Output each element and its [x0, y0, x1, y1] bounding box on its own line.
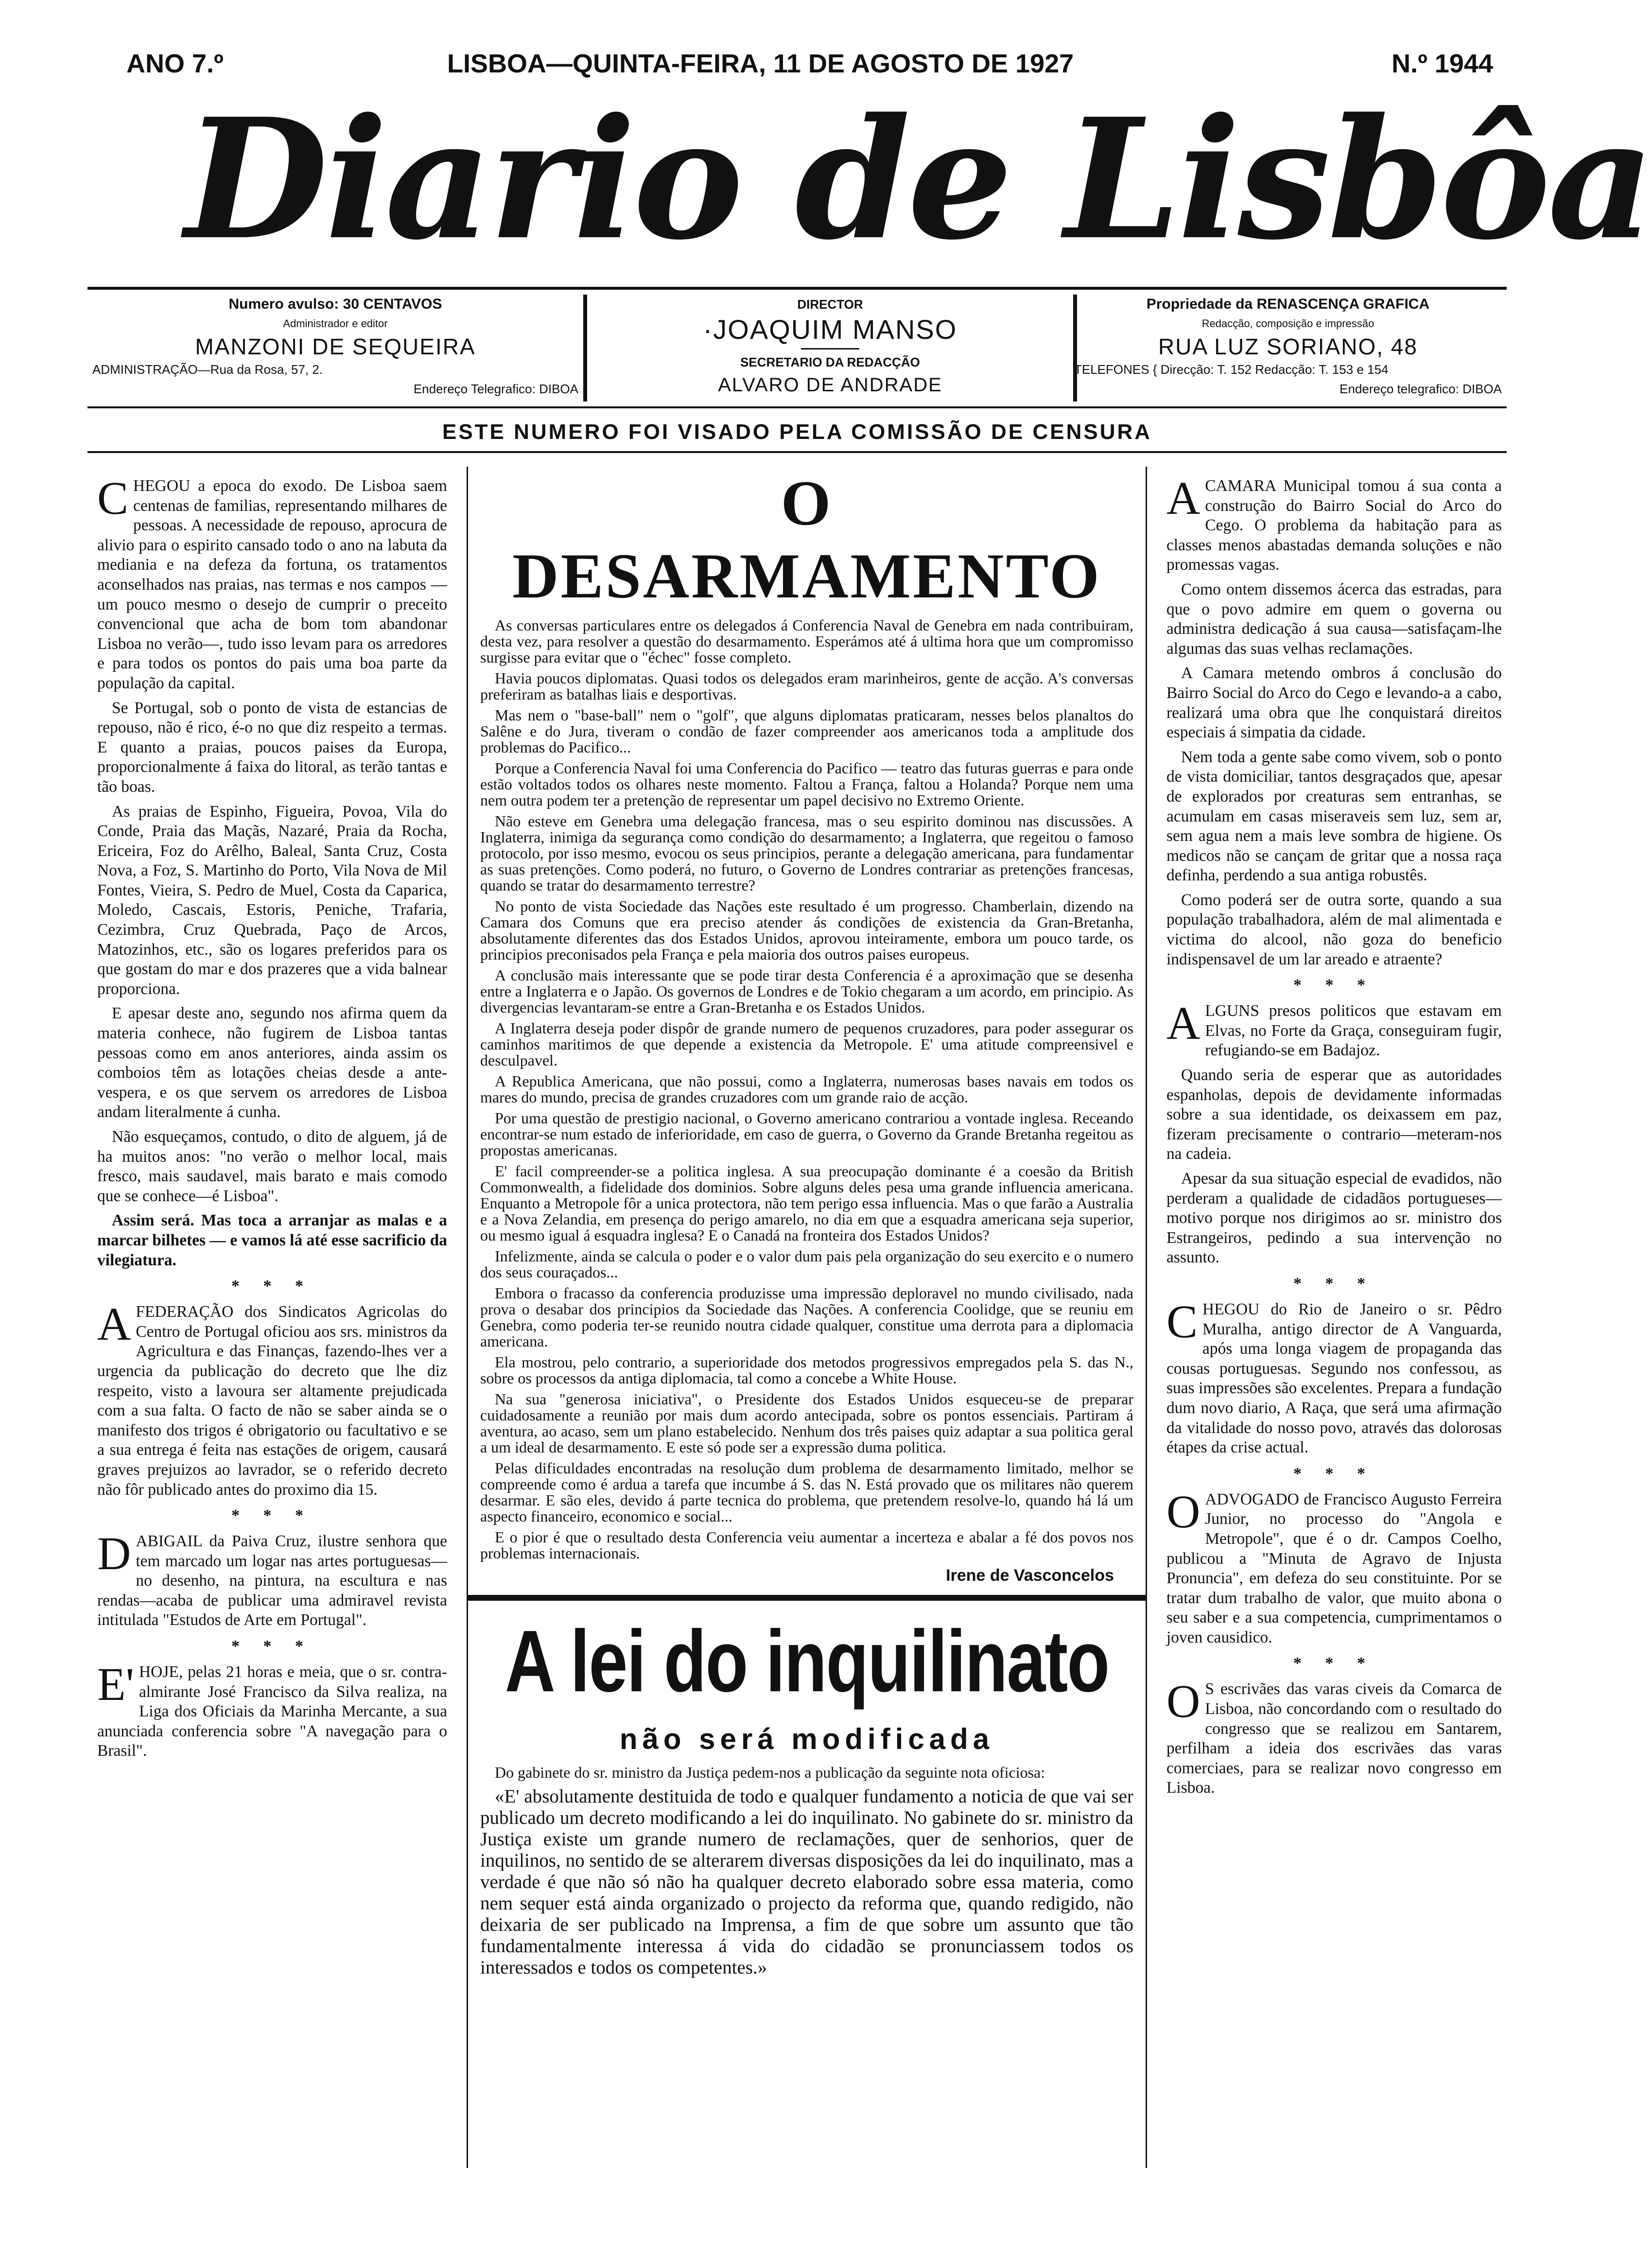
article-paragraph: Se Portugal, sob o ponto de vista de estancias de repouso, não é rico, é-o no que diz respeito a termas. E quanto a praias, poucos paises da Europa, proporcionalmente á faixa do litoral, as terão tantas e tão boas.	[97, 699, 447, 796]
section-rule	[468, 1595, 1146, 1601]
article-paragraph: As praias de Espinho, Figueira, Povoa, Vila do Conde, Praia das Maçãs, Nazaré, Praia da Rocha, Ericeira, Foz do Arêlho, Baleal, Santa Cruz, Costa Nova, a Foz, S. Martinho do Porto, Vila Nova de Mil Fontes, Vieira, S. Pedro de Muel, Costa da Caparica, Moledo, Cascais, Estoris, Peniche, Trafaria, Cezimbra, Cruz Quebrada, Paço de Arcos, Matozinhos, etc., são os logares preferidos para os que gostam do mar e dos prazeres que a vida balnear proporciona.	[97, 802, 447, 998]
street-address: RUA LUZ SORIANO, 48	[1158, 334, 1418, 359]
desarmamento-paragraph: A Inglaterra deseja poder dispôr de grande numero de pequenos cruzadores, para poder assegurar os caminhos maritimos de que depende a existencia da Metropole. E' uma atitude compreensivel e desculpavel.	[480, 1019, 1133, 1069]
left-column	[97, 472, 447, 2168]
desarmamento-body	[480, 617, 1133, 1561]
article-federacao: AFEDERAÇÃO dos Sindicatos Agricolas do Centro de Portugal oficiou aos srs. ministros da Agricultura e das Finanças, fazendo-lhes ver a urgencia da publicação do decreto que lhe diz respeito, visto a lavoura ser altamente prejudicada com a sua falta. O facto de não se saber ainda se o manifesto dos trigos é obrigatorio ou facultativo e se a sua entrega é feita nas estações de origem, causará graves prejuizos ao lavrador, se o referido decreto não fôr publicado antes do proximo dia 15.	[97, 1298, 447, 1499]
desarmamento-paragraph: Ela mostrou, pelo contrario, a superioridade dos metodos progressivos empregados pela S. das N., sobre os processos da antiga diplomacia, tal como a concebe a White House.	[480, 1353, 1133, 1387]
article-paragraph: A Camara metendo ombros á conclusão do Bairro Social do Arco do Cego e levando-a a cabo, realizará uma obra que lhe conquistará direitos especiais á simpatia da cidade.	[1166, 664, 1502, 742]
info-bar	[87, 287, 1507, 408]
inquilinato-body: «E' absolutamente destituida de todo e qualquer fundamento a noticia de que vai ser publicado um decreto modificando a lei do inquilinato. No gabinete do sr. ministro da Justiça existe um grande numero de reclamações, quer de senhorios, quer de inquilinos, no sentido de se alterarem diversas disposições da lei do inquilinato, mas a verdade é que não só não ha qualquer decreto elaborado sobre essa materia, como nem sequer está ainda organizado o projecto da reforma que, quando redigido, não deixaria de ser publicado na Imprensa, a fim de que sobre um assunto que tão fundamentalmente interessa á vida do cidadão se pronunciassem todos os interessados e todos os competentes.»	[480, 1786, 1133, 1978]
separator-stars: * * *	[1293, 1274, 1375, 1293]
ownership: Propriedade da RENASCENÇA GRAFICA	[1146, 296, 1430, 312]
separator-stars: * * *	[1293, 976, 1375, 995]
article-paragraph: E apesar deste ano, segundo nos afirma quem da materia conhece, não fugirem de Lisboa tantas pessoas como em anos anteriores, ainda assim os comboios têm as lotações cheias desde a ante-vespera, e os que servem os arredores de Lisboa andam literalmente á cunha.	[97, 1004, 447, 1121]
article-advogado: OADVOGADO de Francisco Augusto Ferreira Junior, no processo do "Angola e Metropole", que é o dr. Campos Coelho, publicou a "Minuta de Agravo de Injusta Pronuncia", em defeza do seu constituinte. Por se tratar dum trabalho de valor, que muito abona o seu saber e a sua competencia, cumprimentamos o joven causidico.	[1166, 1485, 1502, 1646]
article-paragraph: Assim será. Mas toca a arranjar as malas e a marcar bilhetes — e vamos lá até esse sacrificio da vilegiatura.	[97, 1211, 447, 1269]
desarmamento-paragraph: Embora o fracasso da conferencia produzisse uma impressão deploravel no mundo civilisado, nada prova o desabar dos principios da Sociedade das Nações. A conferencia Coolidge, que se reuniu em Genebra, como poderia ter-se reunido noutra cidade qualquer, constitue uma derrota para a diplomacia americana.	[480, 1284, 1133, 1350]
desarmamento-paragraph: Por uma questão de prestigio nacional, o Governo americano contrariou a vontade inglesa. Receando encontrar-se num estado de inferioridade, em caso de guerra, o Governo da Grande Bretanha regeitou as propostas americanas.	[480, 1109, 1133, 1159]
desarmamento-paragraph: No ponto de vista Sociedade das Nações este resultado é um progresso. Chamberlain, dizendo na Camara dos Comuns que era preciso atender ás condições de existencia da Gran-Bretanha, absolutamente diferentes das dos Estados Unidos, aprovou inteiramente, embora um pouco tarde, os principios preconisados pela França e pela maioria dos outros paises europeus.	[480, 897, 1133, 963]
desarmamento-paragraph: Infelizmente, ainda se calcula o poder e o valor dum pais pela organização do seu exercito e o numero dos seus couraçados...	[480, 1247, 1133, 1281]
separator-stars: * * *	[1293, 1464, 1375, 1483]
desarmamento-paragraph: Mas nem o "base-ball" nem o "golf", que alguns diplomatas praticaram, nesses belos planaltos do Salêne e do Jura, tiveram o condão de fazer compreender aos americanos toda a amplitude dos problemas do Pacifico...	[480, 706, 1133, 756]
article-paragraph: Quando seria de esperar que as autoridades espanholas, depois de devidamente informadas sobre a sua identidade, os deixassem em paz, fizeram precisamente o contrario—meteram-nos na cadeia.	[1166, 1066, 1502, 1163]
issue-number: N.º 1944	[1391, 49, 1493, 78]
desarmamento-paragraph: As conversas particulares entre os delegados á Conferencia Naval de Genebra em nada contribuiram, desta vez, para resolver a questão do desarmamento. Esperámos até á ultima hora que um compromisso surgisse para evitar que o "échec" fosse completo.	[480, 616, 1133, 666]
separator-stars: * * *	[231, 1637, 313, 1656]
director-label: DIRECTOR	[797, 297, 863, 312]
inquilinato-intro: Do gabinete do sr. ministro da Justiça pedem-nos a publicação da seguinte nota oficiosa:	[495, 1764, 1045, 1781]
article-paragraph: Nem toda a gente sabe como vivem, sob o ponto de vista domiciliar, tantos desgraçados que, apesar de explorados por creaturas sem entranhas, se acumulam em casas miseraveis sem luz, sem ar, sem agua nem a mais leve sombra de higiene. Os medicos não se cançam de gritar que a nossa raça definha, perdendo a sua antiga robustês.	[1166, 748, 1502, 885]
article-paragraph: Como poderá ser de outra sorte, quando a sua população trabalhadora, além de mal alimentada e victima do alcool, não goza do beneficio indispensavel de um lar areado e atraente?	[1166, 891, 1502, 968]
info-center	[583, 295, 1077, 402]
desarmamento-paragraph: A Republica Americana, que não possui, como a Inglaterra, numerosas bases navais em todos os mares do mundo, precisa de grandes cruzadores com um grande raio de acção.	[480, 1072, 1133, 1106]
censorship-notice: ESTE NUMERO FOI VISADO PELA COMISSÃO DE CENSURA	[442, 420, 1152, 444]
dateline: LISBOA—QUINTA-FEIRA, 11 DE AGOSTO DE 1927	[447, 49, 1074, 78]
desarmamento-paragraph: Não esteve em Genebra uma delegação francesa, mas o seu espirito dominou nas discussões. A Inglaterra, inimiga da segurança como condição do desarmamento; a Inglaterra, que regeitou o famoso protocolo, por isso mesmo, evocou os seus principios, perante a delegação americana, para fundamentar as suas pretenções. Como poderá, no futuro, o Governo de Londres contrariar as pretenções francesas, quando se tratar do desarmamento terrestre?	[480, 812, 1133, 894]
separator-stars: * * *	[1293, 1654, 1375, 1673]
center-column	[467, 467, 1147, 2168]
desarmamento-paragraph: Pelas dificuldades encontradas na resolução dum problema de desarmamento limitado, melhor se compreende como é ardua a tarefa que incumbe á S. das N. Está provado que os militares não querem desarmar. E são eles, devido á parte tecnica do problema, que pretendem resolve-lo, quando há lá um aspecto financeiro, economico e social...	[480, 1459, 1133, 1525]
desarmamento-paragraph: E o pior é que o resultado desta Conferencia veiu aumentar a incerteza e abalar a fé dos povos nos problemas internacionais.	[480, 1528, 1133, 1562]
article-muralha: CHEGOU do Rio de Janeiro o sr. Pêdro Muralha, antigo director de A Vanguarda, após uma longa viagem de propaganda das cousas portuguesas. Segundo nos confessou, as suas impressões são excelentes. Prepara a fundação dum novo diario, A Raça, que será uma afirmação da vitalidade do nosso povo, através das dolorosas étapes da crise actual.	[1166, 1295, 1502, 1457]
director-name: ·JOAQUIM MANSO	[703, 314, 957, 345]
masthead-logo: Diario de Lisbôa	[185, 83, 1652, 277]
desarmamento-paragraph: Na sua "generosa iniciativa", o Presidente dos Estados Unidos esqueceu-se de preparar cuidadosamente a reunião por mais dum acordo antecipada, sobre os pontos essenciais. Partiram á aventura, ao acaso, sem um plano estabelecido. Nenhum dos três paises quiz adaptar a sua politica geral a um ideal de desarmamento. E este só pode ser a expressão duma politica.	[480, 1390, 1133, 1456]
drop-cap: A	[97, 1298, 131, 1350]
article-abigail: DABIGAIL da Paiva Cruz, ilustre senhora que tem marcado um logar nas artes portuguesas—no desenho, na pintura, na escultura e nas rendas—acaba de publicar uma admiravel revista intitulada "Estudos de Arte em Portugal".	[97, 1527, 447, 1629]
redaction-label: Redacção, composição e impressão	[1201, 317, 1374, 330]
desarmamento-paragraph: Porque a Conferencia Naval foi uma Conferencia do Pacifico — teatro das futuras guerras e para onde estão voltados todos os olhares neste momento. Faltou a França, faltou a Holanda? Porque nem uma nem outra podem ter a pretenção de representar um papel decisivo no Extremo Oriente.	[480, 759, 1133, 809]
right-column	[1166, 472, 1502, 2168]
drop-cap: C	[1166, 1295, 1198, 1347]
top-line	[126, 49, 1493, 87]
drop-cap: A	[1166, 472, 1200, 524]
article-exodo: CHEGOU a epoca do exodo. De Lisboa saem centenas de familias, representando milhares de pessoas. A necessidade de repouso, aprocura de alivio para o espirito cansado todo o ano na labuta da mediania e na defeza da fortuna, os tratamentos aconselhados nas praias, nas termas e nos campos — um pouco mesmo o desejo de cumprir o preceito convencional que acha de bom tom abandonar Lisboa no verão—, tudo isso levam para os arredores e para todos os pontos do pais uma boa parte da população da capital.	[97, 472, 447, 692]
info-left	[92, 295, 578, 402]
drop-cap: D	[97, 1527, 131, 1580]
administrator-name: MANZONI DE SEQUEIRA	[195, 334, 476, 359]
headline-desarmamento: O DESARMAMENTO	[512, 467, 1101, 612]
telegraphic-address: Endereço Telegrafico: DIBOA	[413, 382, 578, 396]
drop-cap: E'	[97, 1658, 134, 1711]
article-conferencia: E' HOJE, pelas 21 horas e meia, que o sr. contra-almirante José Francisco da Silva realiza, na Liga dos Oficiais da Marinha Mercante, a sua anunciada conferencia sobre "A navegação para o Brasil".	[97, 1658, 447, 1760]
info-right	[1074, 295, 1502, 402]
headline-inquilinato: A lei do inquilinato	[504, 1612, 1109, 1710]
telephones: TELEFONES { Direcção: T. 152 Redacção: T. 153 e 154	[1074, 362, 1389, 377]
telegraphic-address-right: Endereço telegrafico: DIBOA	[1339, 382, 1502, 396]
byline: Irene de Vasconcelos	[946, 1566, 1114, 1585]
drop-cap: C	[97, 472, 129, 524]
separator-stars: * * *	[231, 1277, 313, 1295]
subheadline-inquilinato: não será modificada	[619, 1723, 994, 1755]
administration-address: ADMINISTRAÇÃO—Rua da Rosa, 57, 2.	[92, 362, 323, 377]
article-presos: ALGUNS presos politicos que estavam em Elvas, no Forte da Graça, conseguiram fugir, refugiando-se em Badajoz.	[1166, 997, 1502, 1060]
desarmamento-paragraph: Havia poucos diplomatas. Quasi todos os delegados eram marinheiros, gente de acção. A's conversas preferiram as batalhas liais e desportivas.	[480, 669, 1133, 703]
drop-cap: A	[1166, 997, 1200, 1049]
article-paragraph: Apesar da sua situação especial de evadidos, não perderam a qualidade de cidadãos portugueses—motivo porque nos dirigimos ao sr. ministro dos Estrangeiros, pedindo a sua intervenção no assunto.	[1166, 1170, 1502, 1267]
drop-cap: O	[1166, 1675, 1200, 1728]
desarmamento-paragraph: A conclusão mais interessante que se pode tirar desta Conferencia é a aproximação que se desenha entre a Inglaterra e o Japão. Os governos de Londres e de Tokio chegaram a um acordo, em principio. As divergencias levantaram-se entre a Gran-Bretanha e os Estados Unidos.	[480, 966, 1133, 1016]
article-escrivaes: O S escrivães das varas civeis da Comarca de Lisboa, não concordando com o resultado do congresso que se realizou em Santarem, perfilham a ideia dos escrivães das varas comerciaes, para se realizar novo congresso em Lisboa.	[1166, 1675, 1502, 1797]
divider	[801, 348, 859, 350]
article-paragraph: Não esqueçamos, contudo, o dito de alguem, já de ha muitos anos: "no verão o melhor local, mais fresco, mais saudavel, mais barato e mais comodo que se conhece—é Lisboa".	[97, 1128, 447, 1205]
issue-year: ANO 7.º	[126, 49, 224, 78]
separator-stars: * * *	[231, 1506, 313, 1525]
price: Numero avulso: 30 CENTAVOS	[228, 296, 442, 312]
secretary-label: SECRETARIO DA REDACÇÃO	[740, 355, 920, 369]
article-camara: ACAMARA Municipal tomou á sua conta a construção do Bairro Social do Arco do Cego. O problema da habitação para as classes menos abastadas demanda soluções e não promessas vagas.	[1166, 472, 1502, 574]
secretary-name: ALVARO DE ANDRADE	[718, 374, 942, 396]
desarmamento-paragraph: E' facil compreender-se a politica inglesa. A sua preocupação dominante é a coesão da British Commonwealth, a fidelidade dos dominios. Sobre alguns deles pesa uma grande influencia americana. Enquanto a Metropole fôr a unica protectora, não tem perigo essa influencia. Mas o que farão a Australia e a Nova Zelandia, em presença do perigo amarelo, no dia em que a esquadra americana seja superior, ou mesmo igual á esquadra inglesa? E o Canadá na fronteira dos Estados Unidos?	[480, 1162, 1133, 1244]
article-paragraph: Como ontem dissemos ácerca das estradas, para que o povo admire em quem o governa ou administra dedicação á sua causa—satisfaçam-lhe algumas das suas velhas reclamações.	[1166, 580, 1502, 658]
administrator-label: Administrador e editor	[283, 317, 388, 330]
drop-cap: O	[1166, 1485, 1200, 1538]
